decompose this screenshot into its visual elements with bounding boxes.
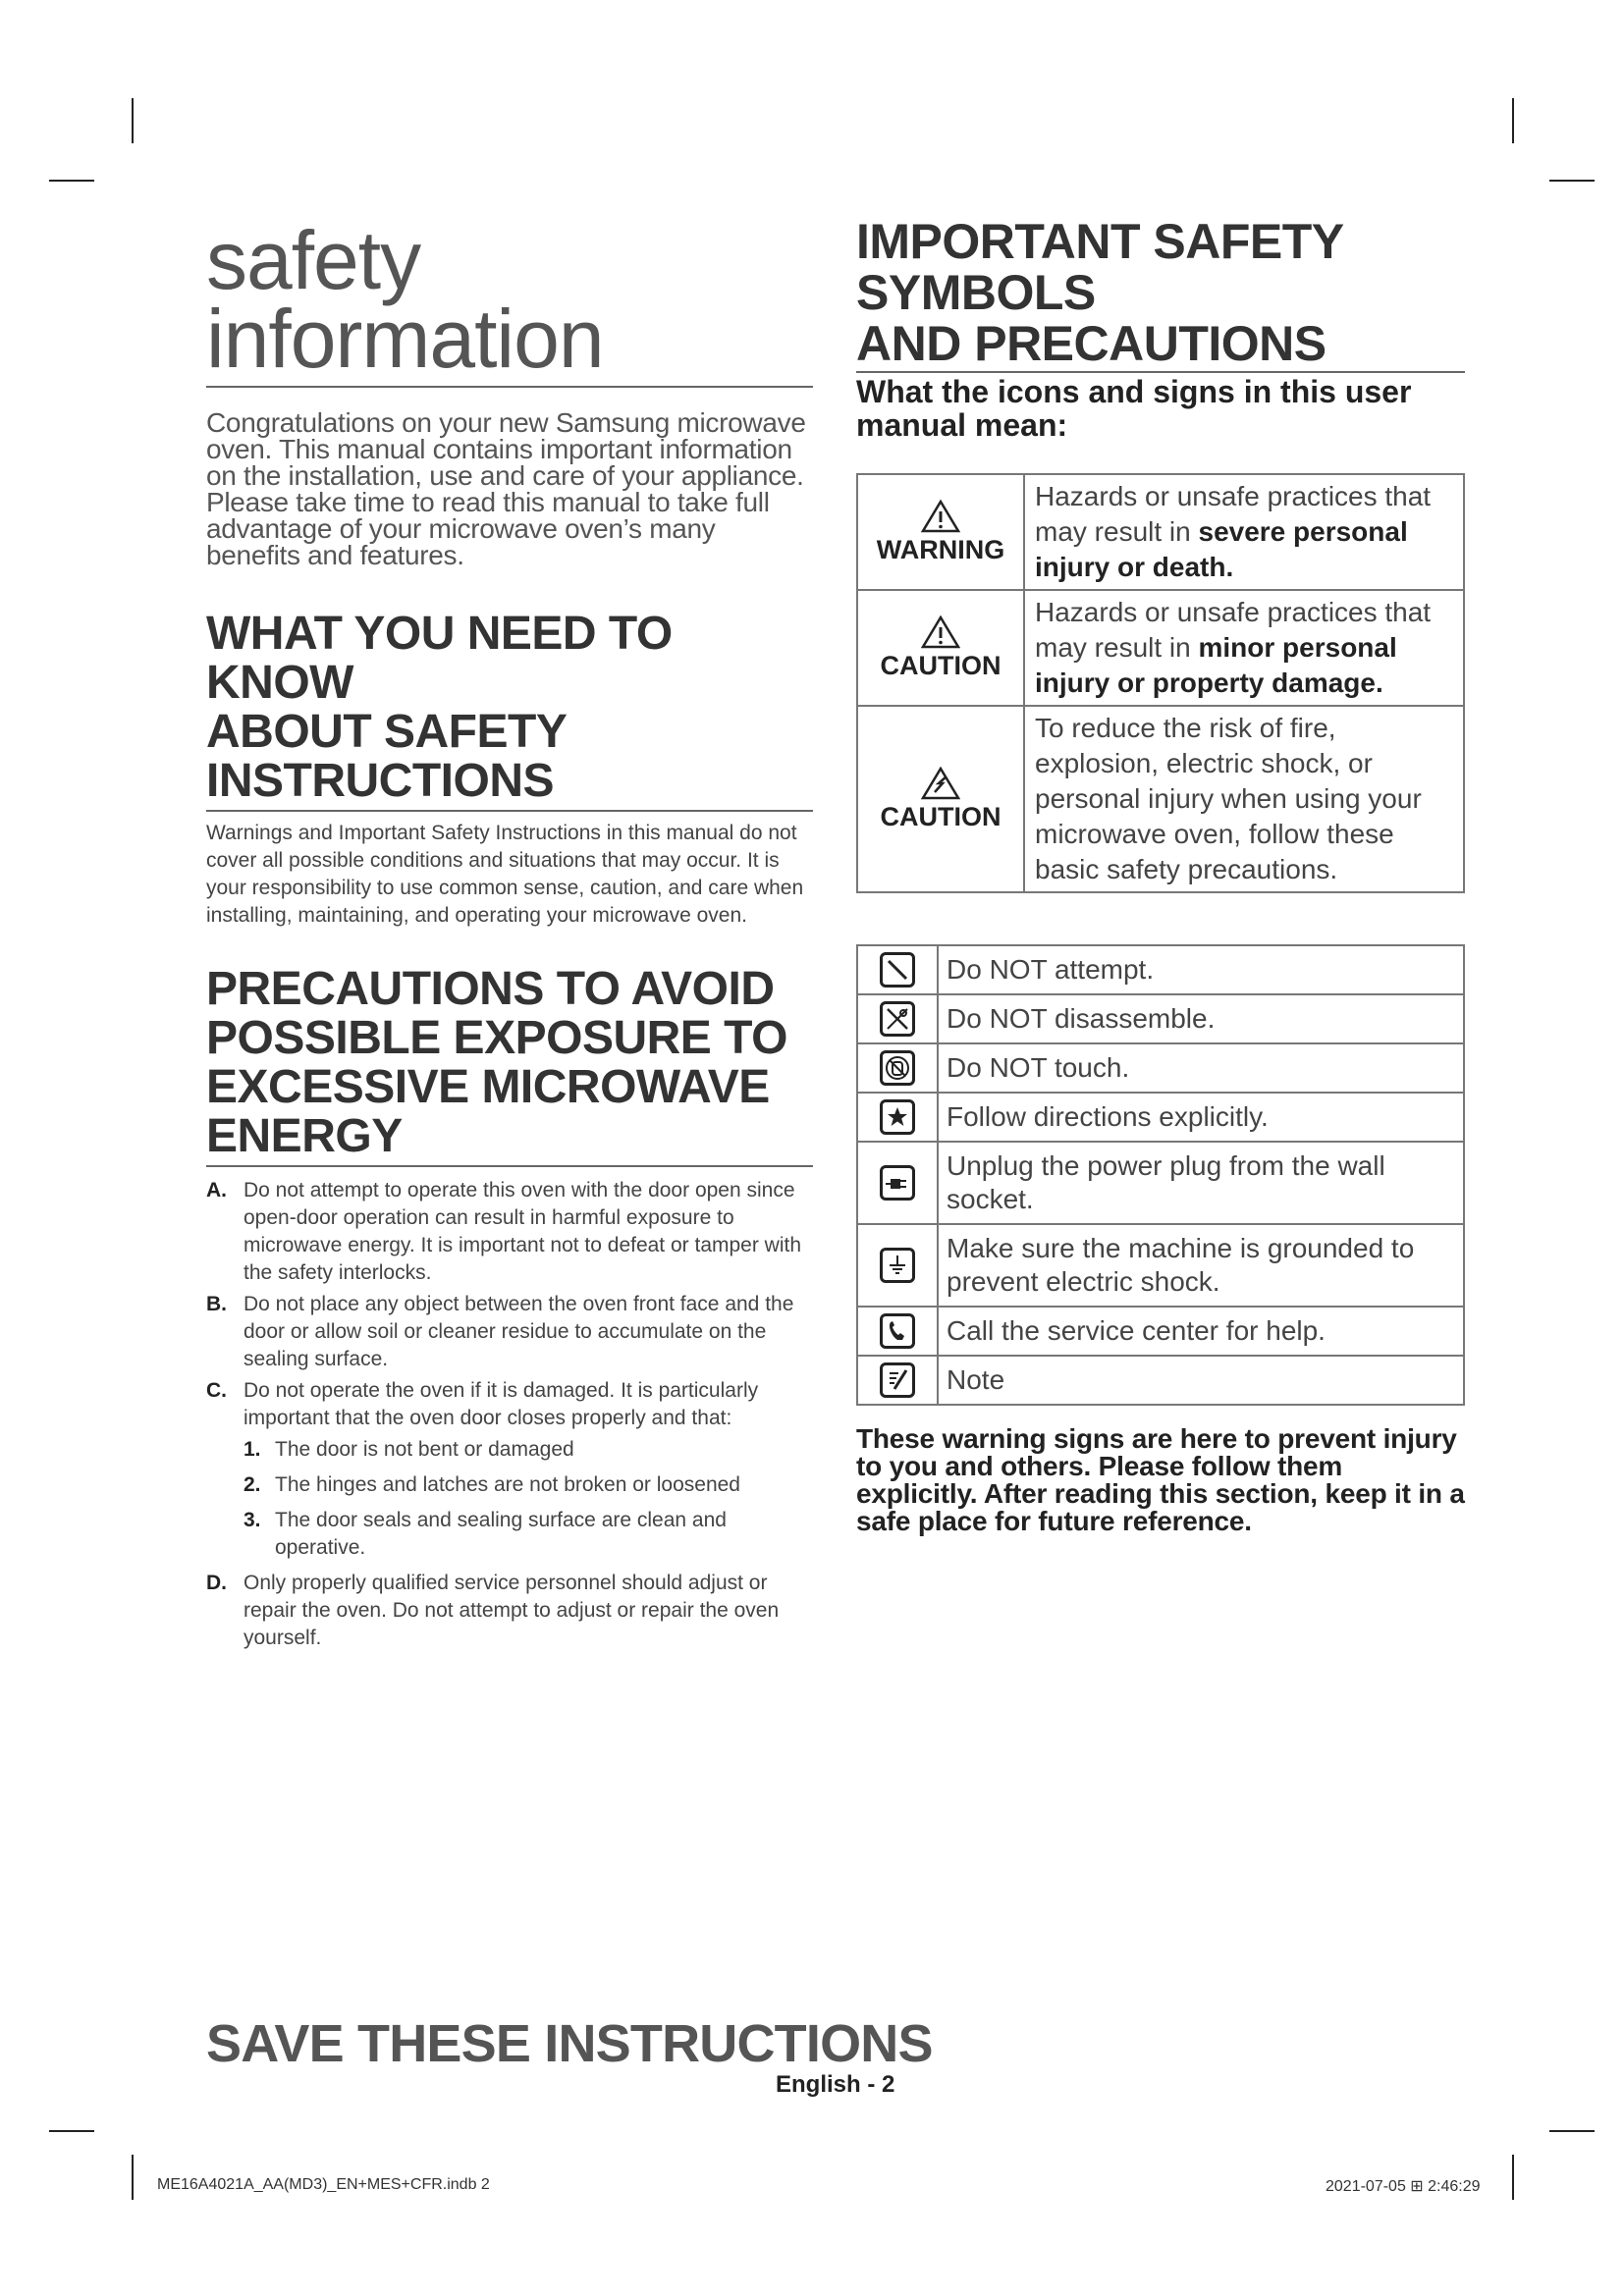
table-row [857, 1356, 1464, 1405]
unplug-icon [880, 1165, 915, 1201]
no-disassemble-icon [880, 1001, 915, 1037]
list-item [206, 1291, 813, 1373]
table-row [857, 994, 1464, 1043]
section-title-line: PRECAUTIONS TO AVOID [206, 963, 775, 1015]
table-row [857, 1142, 1464, 1224]
section-title-line: ABOUT SAFETY INSTRUCTIONS [206, 706, 567, 807]
table-row [857, 474, 1464, 590]
section-subtitle: What the icons and signs in this user manual mean: [856, 374, 1412, 443]
footer-file-name: ME16A4021A_AA(MD3)_EN+MES+CFR.indb 2 [157, 2176, 490, 2193]
page-title-line2: information [206, 293, 604, 385]
right-column [856, 216, 1465, 1535]
precautions-list [206, 1177, 813, 1652]
section-title-precautions [206, 965, 813, 1167]
phone-icon [880, 1313, 915, 1349]
icon-description: Make sure the machine is grounded to prevent electric shock. [938, 1224, 1464, 1307]
list-item-text: The hinges and latches are not broken or loosened [275, 1473, 740, 1496]
crop-mark [1549, 2130, 1595, 2132]
table-row [857, 706, 1464, 892]
page-title-line1: safety [206, 214, 421, 306]
sub-list-item [244, 1471, 813, 1499]
symbol-label: CAUTION [880, 801, 1001, 831]
warning-triangle-icon [921, 615, 960, 649]
sub-list [244, 1436, 813, 1562]
list-item-text: Do not place any object between the oven front face and the door or allow soil or cleaner residue to accumulate on the sealing surface. [244, 1293, 794, 1370]
page-title [206, 214, 813, 388]
star-directions-icon [880, 1099, 915, 1135]
symbol-text: To reduce the risk of fire, explosion, electric shock, or personal injury when using your microwave oven, follow these basic safety precautions. [1035, 713, 1422, 884]
list-item-text: Do not operate the oven if it is damaged. It is particularly important that the oven door closes properly and that: [244, 1379, 759, 1429]
table-row [857, 1224, 1464, 1307]
crop-mark [1512, 2155, 1514, 2200]
ground-icon [880, 1248, 915, 1283]
symbol-text: Hazards or unsafe practices that may result in [1035, 597, 1432, 663]
sub-list-item [244, 1507, 813, 1562]
footer-timestamp: 2021-07-05 ⊞ 2:46:29 [1326, 2178, 1481, 2195]
symbol-label: WARNING [876, 534, 1005, 564]
crop-mark [132, 98, 134, 143]
icon-cell [857, 1307, 938, 1356]
intro-paragraph: Congratulations on your new Samsung microwave oven. This manual contains important information on the installation, use and care of your appliance. Please take time to read this manual to take full advantage of your microwave oven’s many benefits and features. [206, 407, 806, 570]
icon-cell [857, 994, 938, 1043]
table-row [857, 1093, 1464, 1142]
icon-description: Do NOT disassemble. [938, 994, 1464, 1043]
icon-cell [857, 1224, 938, 1307]
icon-description: Unplug the power plug from the wall socket. [938, 1142, 1464, 1224]
table-row [857, 945, 1464, 994]
list-marker: A. [206, 1179, 227, 1201]
icon-description: Do NOT attempt. [938, 945, 1464, 994]
section-title-line: POSSIBLE EXPOSURE TO [206, 1012, 787, 1064]
icon-description: Follow directions explicitly. [938, 1093, 1464, 1142]
crop-mark [132, 2155, 134, 2200]
list-marker: 3. [244, 1509, 261, 1531]
table-row [857, 1307, 1464, 1356]
crop-mark [1512, 98, 1514, 143]
list-item-text: The door seals and sealing surface are clean and operative. [275, 1509, 727, 1559]
symbol-description [1024, 474, 1464, 590]
list-marker: 1. [244, 1438, 261, 1461]
icon-description: Note [938, 1356, 1464, 1405]
symbol-text-bold: minor personal injury or property damage. [1035, 632, 1397, 698]
list-item [206, 1377, 813, 1562]
list-marker: B. [206, 1293, 227, 1315]
icon-description: Do NOT touch. [938, 1043, 1464, 1093]
warning-triangle-icon [921, 500, 960, 533]
sub-list-item [244, 1436, 813, 1464]
no-touch-icon [880, 1050, 915, 1086]
page-number: English - 2 [776, 2071, 895, 2098]
symbol-cell [857, 590, 1024, 706]
list-item [206, 1570, 813, 1652]
crop-mark [49, 180, 94, 182]
icon-cell [857, 1142, 938, 1224]
symbol-description [1024, 590, 1464, 706]
symbol-cell [857, 706, 1024, 892]
table-row [857, 1043, 1464, 1093]
closing-paragraph: These warning signs are here to prevent injury to you and others. Please follow them explicitly. After reading this section, keep it in a safe place for future reference. [856, 1423, 1465, 1536]
left-column [206, 214, 813, 1656]
safety-symbols-table [856, 473, 1465, 893]
list-item-text: The door is not bent or damaged [275, 1438, 574, 1461]
icon-legend-table [856, 944, 1465, 1406]
section-body: Warnings and Important Safety Instructions in this manual do not cover all possible conditions and situations that may occur. It is your responsibility to use common sense, caution, and care when installing, maintaining, and operating your microwave oven. [206, 822, 804, 927]
electric-hazard-icon [921, 767, 960, 800]
symbol-text-bold: severe personal injury or death. [1035, 516, 1408, 582]
list-item [206, 1177, 813, 1287]
list-item-text: Do not attempt to operate this oven with the door open since open-door operation can result in harmful exposure to microwave energy. It is important not to defeat or tamper with the safety interlocks. [244, 1179, 802, 1284]
symbol-description [1024, 706, 1464, 892]
list-item-text: Only properly qualified service personnel should adjust or repair the oven. Do not attempt to adjust or repair the oven yourself. [244, 1572, 780, 1649]
section-title-line: AND PRECAUTIONS [856, 316, 1326, 371]
symbol-cell [857, 474, 1024, 590]
section-title-line: ENERGY [206, 1110, 403, 1162]
crop-mark [49, 2130, 94, 2132]
list-marker: C. [206, 1379, 227, 1402]
crop-mark [1549, 180, 1595, 182]
table-row [857, 590, 1464, 706]
icon-cell [857, 945, 938, 994]
section-title-line: IMPORTANT SAFETY SYMBOLS [856, 214, 1343, 320]
icon-description: Call the service center for help. [938, 1307, 1464, 1356]
list-marker: 2. [244, 1473, 261, 1496]
symbol-text: Hazards or unsafe practices that may result in [1035, 481, 1432, 547]
section-title-safety-symbols [856, 216, 1465, 373]
prohibited-icon [880, 952, 915, 988]
icon-cell [857, 1093, 938, 1142]
section-title-line: EXCESSIVE MICROWAVE [206, 1061, 770, 1113]
list-marker: D. [206, 1572, 227, 1594]
save-instructions-heading: SAVE THESE INSTRUCTIONS [206, 2014, 933, 2073]
section-title-what-you-need [206, 610, 813, 812]
icon-cell [857, 1356, 938, 1405]
icon-cell [857, 1043, 938, 1093]
note-icon [880, 1362, 915, 1398]
symbol-label: CAUTION [880, 650, 1001, 680]
section-title-line: WHAT YOU NEED TO KNOW [206, 608, 673, 709]
